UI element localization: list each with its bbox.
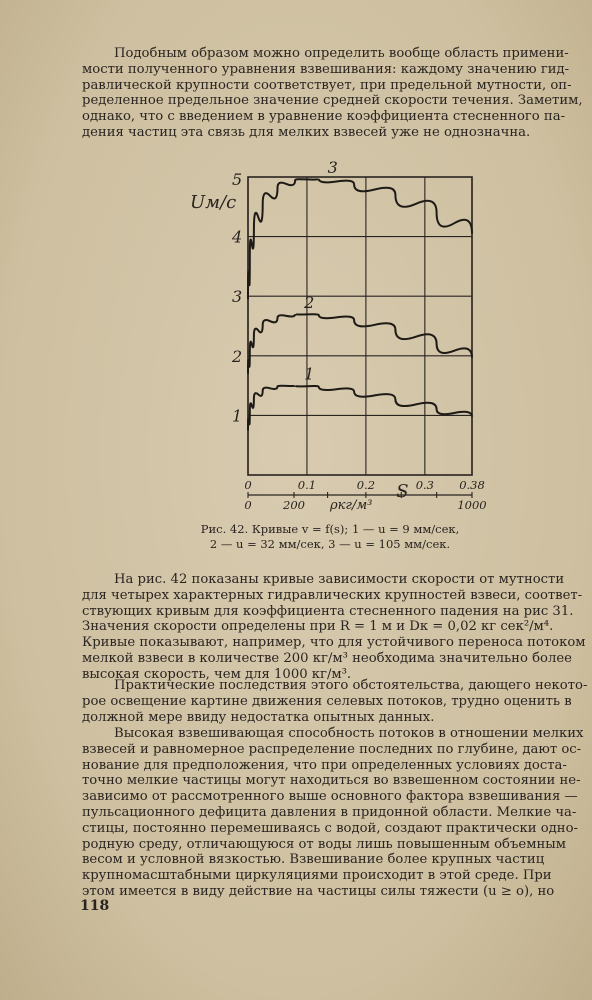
text-line: Кривые показывают, например, что для устойчивого переноса потоком — [82, 635, 586, 651]
text-line: этом имеется в виду действие на частицы силы тяжести (u ≥ o), но — [82, 883, 555, 899]
figure-caption — [160, 522, 500, 552]
x-axis-label: S — [396, 481, 409, 502]
x-tick-label: 0 — [244, 478, 252, 492]
velocity-turbidity-chart — [190, 157, 496, 522]
text-line: точно мелкие частицы могут находиться во взвешенном состоянии не- — [82, 773, 581, 789]
text-line: Значения скорости определены при R = 1 м и Dк = 0,02 кг сек²/м⁴. — [82, 619, 554, 635]
text-line: Подобным образом можно определить вообще область примени- — [114, 46, 569, 61]
text-line: родную среду, отличающуюся от воды лишь повышенным объемным — [82, 836, 566, 852]
text-line: нование для предположения, что при определенных условиях доста- — [82, 757, 567, 773]
series-curve-1 — [248, 386, 472, 431]
series-label: 2 — [304, 293, 315, 313]
y-tick-label: 4 — [232, 227, 243, 247]
text-line: зависимо от рассмотренного выше основного фактора взвешивания — — [82, 789, 578, 805]
x-tick-label: 0.3 — [415, 478, 434, 492]
x-tick-label: 0.2 — [356, 478, 376, 492]
text-line: должной мере ввиду недостатка опытных данных. — [82, 709, 435, 725]
text-line: взвесей и равномерное распределение последних по глубине, дают ос- — [82, 741, 582, 757]
x-tick-label: 0.1 — [297, 478, 317, 492]
paragraph-4 — [82, 726, 584, 900]
text-line: На рис. 42 показаны кривые зависимости скорости от мутности — [114, 572, 565, 587]
text-line: однако, что с введением в уравнение коэффициента стесненного па- — [82, 109, 566, 125]
page-number: 118 — [80, 898, 110, 914]
paragraph-3 — [82, 678, 588, 725]
y-tick-label: 5 — [232, 170, 243, 189]
text-line: ределенное предельное значение средней скорости течения. Заметим, — [82, 93, 583, 109]
series-curve-3 — [248, 179, 472, 299]
density-axis-label: ρкг/м³ — [329, 498, 373, 513]
y-tick-label: 1 — [232, 406, 243, 426]
series-label: 3 — [327, 157, 338, 177]
text-line: ствующих кривым для коэффициента стесненного падения на рис 31. — [82, 603, 574, 619]
text-line: дения частиц эта связь для мелких взвесей уже не однозначна. — [82, 124, 531, 140]
series-label: 1 — [304, 364, 315, 384]
text-line: стицы, постоянно перемешиваясь с водой, создают практически одно- — [82, 820, 578, 836]
text-line: рое освещение картине движения селевых потоков, трудно оценить в — [82, 693, 572, 709]
text-line: пульсационного дефицита давления в придонной области. Мелкие ча- — [82, 804, 577, 820]
paragraph-2 — [82, 572, 584, 683]
density-tick-label: 0 — [244, 498, 252, 512]
caption-line-1: Рис. 42. Кривые v = f(s); 1 — u = 9 мм/сек, — [200, 522, 460, 536]
y-axis-label: Uм/с — [190, 192, 237, 213]
text-line: крупномасштабными циркуляциями происходит в этой среде. При — [82, 868, 552, 884]
text-line: мости полученного уравнения взвешивания: каждому значению гид- — [82, 61, 570, 77]
text-line: равлической крупности соответствует, при предельной мутности, оп- — [82, 77, 572, 93]
text-line: для четырех характерных гидравлических крупностей взвеси, соответ- — [82, 587, 583, 603]
text-line: весом и условной вязкостью. Взвешивание более крупных частиц — [82, 852, 545, 868]
y-tick-label: 2 — [232, 346, 243, 366]
density-tick-label: 200 — [283, 498, 305, 512]
paragraph-1 — [82, 46, 584, 141]
text-line: Практические последствия этого обстоятельства, дающего некото- — [114, 678, 588, 693]
y-tick-label: 3 — [232, 287, 243, 307]
x-tick-label: 0.38 — [459, 478, 485, 492]
density-tick-label: 1000 — [457, 498, 487, 512]
series-curve-2 — [248, 314, 472, 374]
text-line: Высокая взвешивающая способность потоков в отношении мелких — [114, 726, 584, 741]
text-line: мелкой взвеси в количестве 200 кг/м³ необходима значительно более — [82, 650, 572, 666]
caption-line-2: 2 — u = 32 мм/сек, 3 — u = 105 мм/сек. — [209, 537, 451, 551]
text-line: высокая скорость, чем для 1000 кг/м³. — [82, 666, 352, 682]
